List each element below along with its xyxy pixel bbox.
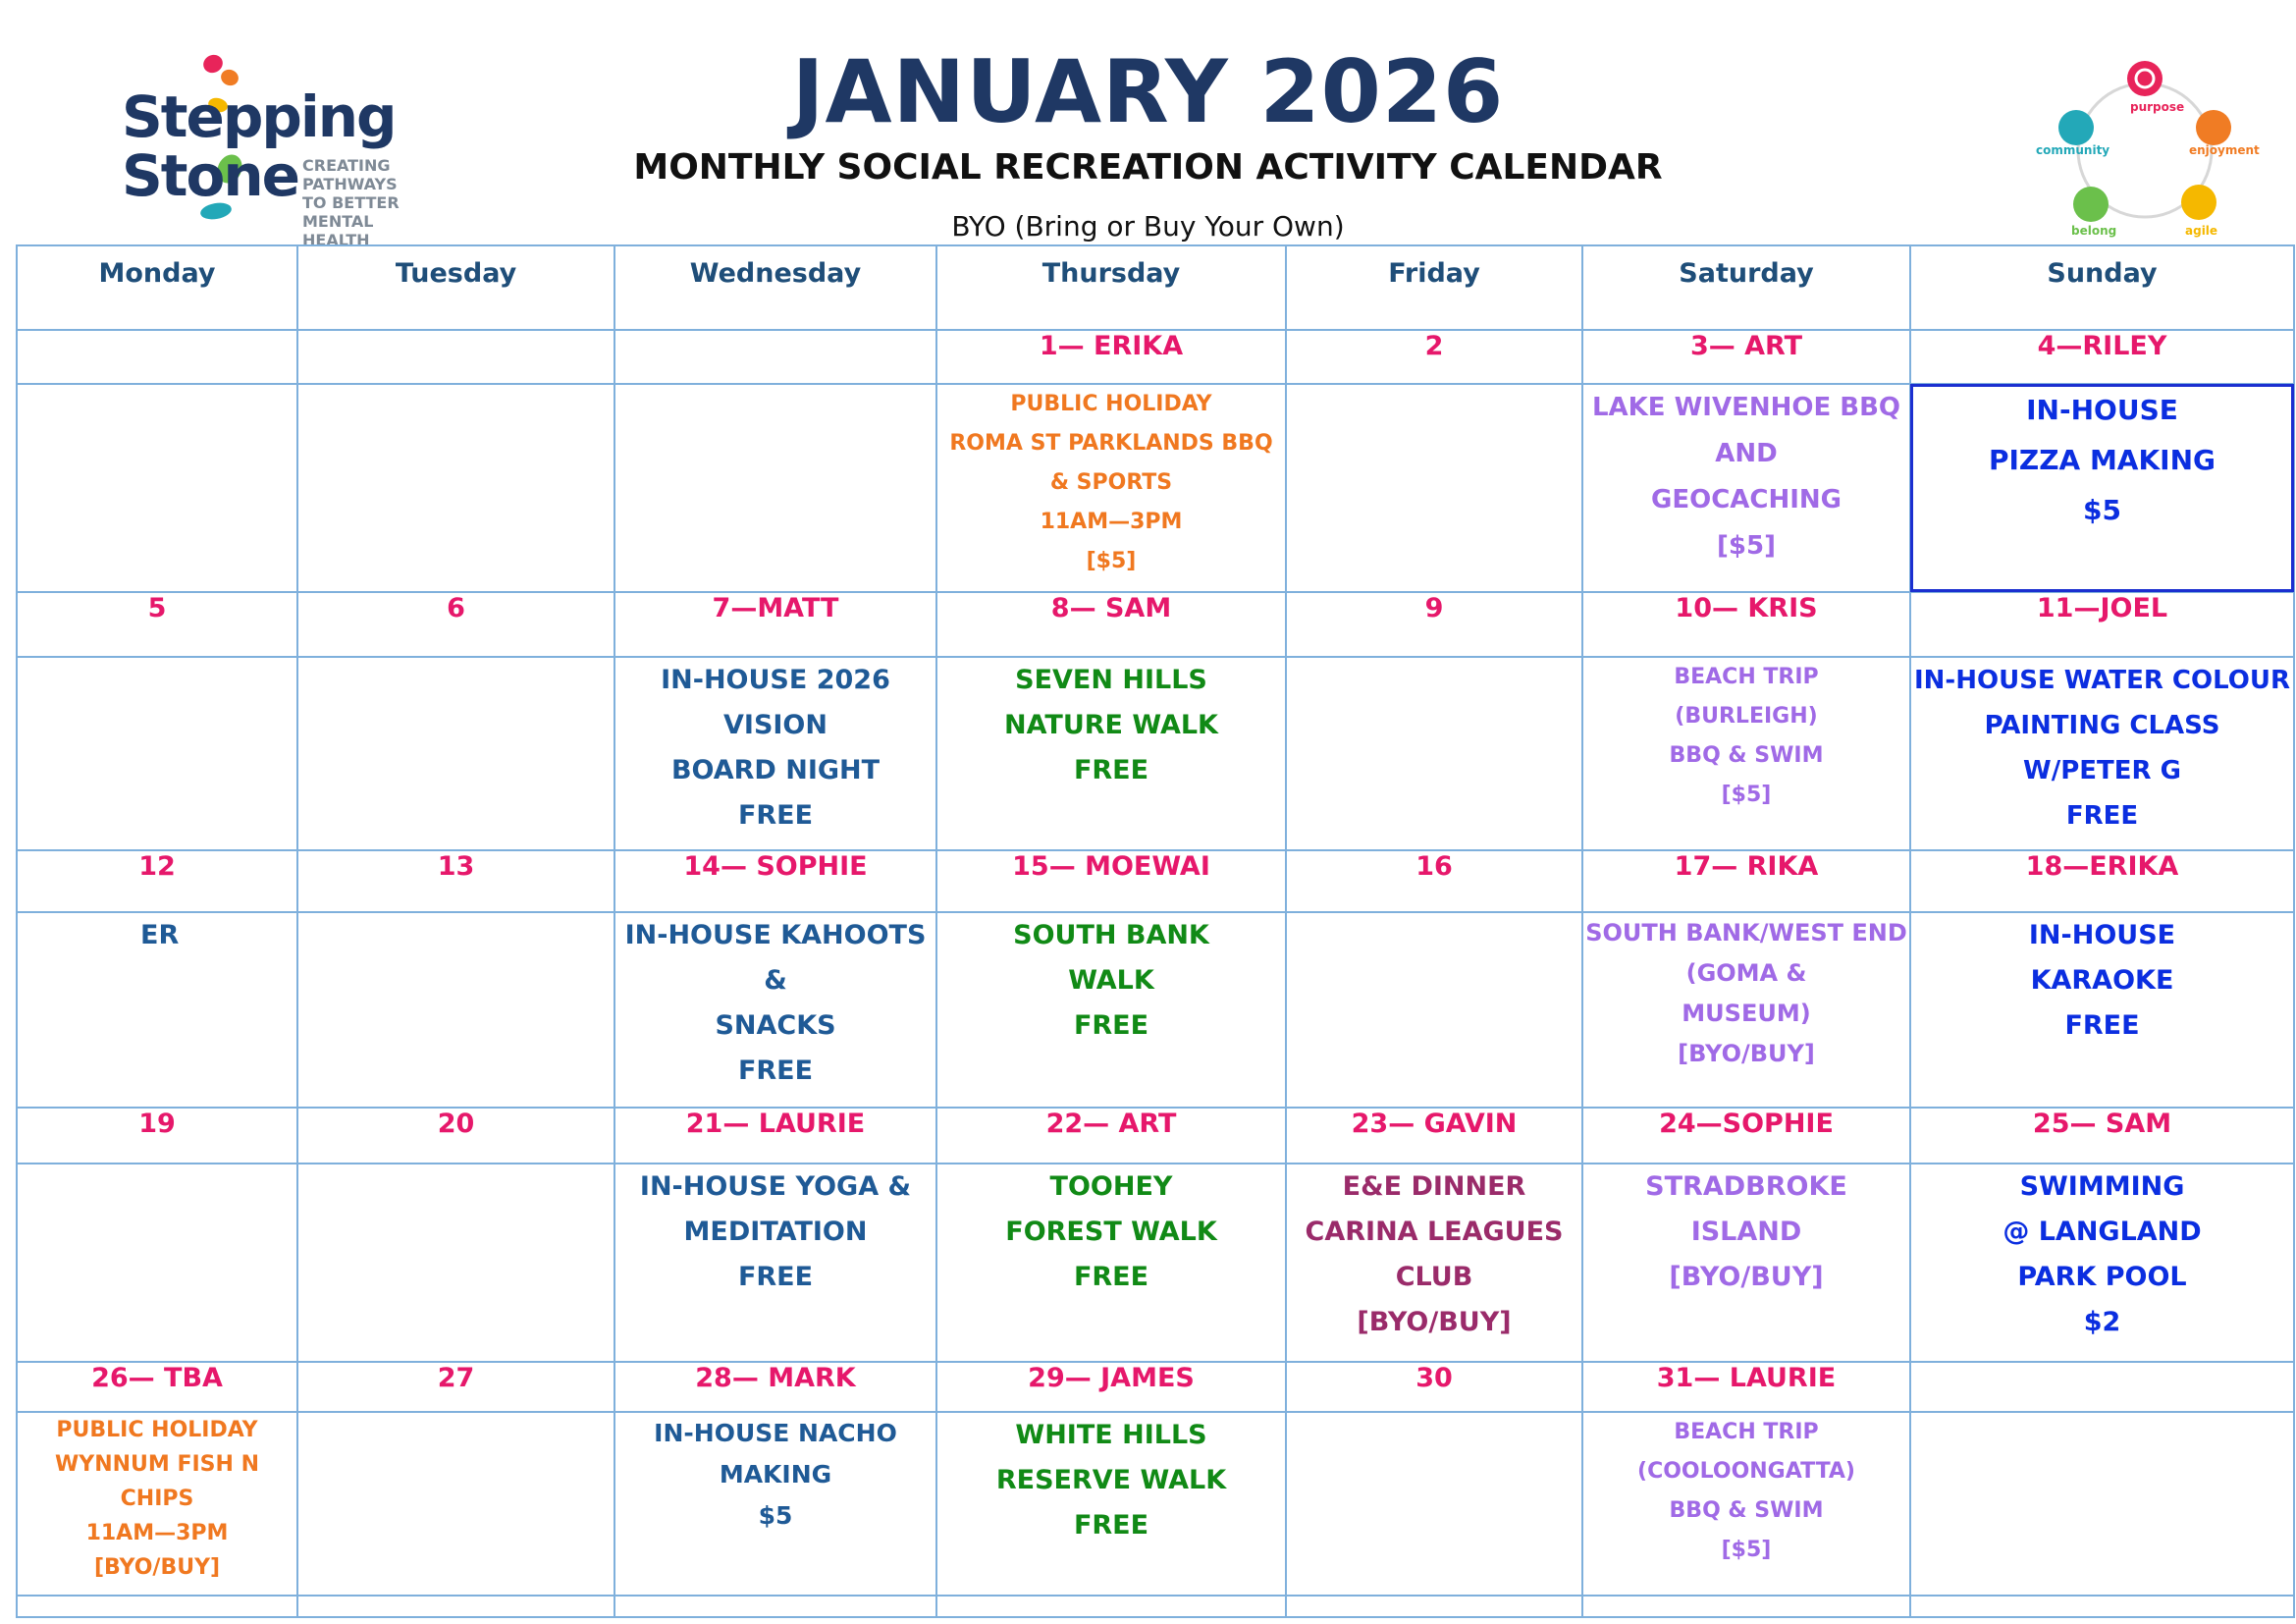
date-cell: 1— ERIKA	[936, 330, 1286, 384]
date-cell: 11—JOEL	[1910, 592, 2294, 657]
empty-cell	[614, 1596, 936, 1617]
date-cell: 4—RILEY	[1910, 330, 2294, 384]
date-cell: 6	[297, 592, 614, 657]
page-subtitle: MONTHLY SOCIAL RECREATION ACTIVITY CALENDAR	[633, 147, 1663, 188]
empty-cell	[1582, 1596, 1910, 1617]
weekday-monday: Monday	[17, 245, 297, 330]
event-line: CLUB	[1395, 1262, 1473, 1292]
event-cell	[1910, 912, 2294, 1108]
date-cell: 17— RIKA	[1582, 850, 1910, 912]
event-cell	[1910, 1412, 2294, 1596]
date-cell: 2	[1286, 330, 1582, 384]
event-line: & SPORTS	[1049, 470, 1173, 495]
date-cell: 16	[1286, 850, 1582, 912]
event-cell	[1582, 384, 1910, 592]
date-cell: 30	[1286, 1362, 1582, 1412]
event-cell	[614, 657, 936, 850]
event-line: SOUTH BANK/WEST END	[1585, 919, 1907, 947]
event-line: GEOCACHING	[1650, 485, 1842, 514]
event-cell	[936, 1164, 1286, 1362]
date-row	[17, 1108, 2294, 1164]
date-cell: 8— SAM	[936, 592, 1286, 657]
weekday-friday: Friday	[1286, 245, 1582, 330]
date-cell: 22— ART	[936, 1108, 1286, 1164]
event-row	[17, 912, 2294, 1108]
event-line: FREE	[737, 800, 814, 831]
event-line: FREE	[1073, 1010, 1149, 1041]
event-cell	[614, 912, 936, 1108]
event-line: [BYO/BUY]	[1678, 1040, 1815, 1067]
event-cell	[1582, 1412, 1910, 1596]
logo-tagline-line: PATHWAYS	[302, 175, 398, 193]
event-line: $2	[2083, 1307, 2121, 1337]
event-line: WYNNUM FISH N CHIPS	[55, 1452, 259, 1511]
event-cell	[1286, 384, 1582, 592]
date-cell: 18—ERIKA	[1910, 850, 2294, 912]
date-cell: 12	[17, 850, 297, 912]
event-cell	[17, 1164, 297, 1362]
event-line: FREE	[1073, 1510, 1149, 1541]
event-cell	[936, 384, 1286, 592]
event-line: [$5]	[1086, 549, 1137, 573]
date-cell	[614, 330, 936, 384]
event-line: NATURE WALK	[1004, 710, 1218, 740]
event-line: MUSEUM)	[1682, 1000, 1811, 1027]
date-cell: 24—SOPHIE	[1582, 1108, 1910, 1164]
date-row	[17, 850, 2294, 912]
event-line: [$5]	[1721, 783, 1772, 807]
event-cell	[297, 657, 614, 850]
weekday-thursday: Thursday	[936, 245, 1286, 330]
event-cell	[1582, 657, 1910, 850]
event-line: IN-HOUSE WATER COLOUR	[1914, 666, 2290, 695]
event-line: IN-HOUSE KAHOOTS &	[624, 920, 927, 996]
date-cell: 7—MATT	[614, 592, 936, 657]
empty-cell	[936, 1596, 1286, 1617]
date-cell	[17, 330, 297, 384]
event-line: TOOHEY	[1049, 1171, 1173, 1202]
empty-cell	[1286, 1596, 1582, 1617]
event-line: FREE	[1073, 1262, 1149, 1292]
event-line: ROMA ST PARKLANDS BBQ	[949, 431, 1273, 456]
event-line: WHITE HILLS	[1015, 1420, 1207, 1450]
event-cell	[936, 1412, 1286, 1596]
event-cell	[1286, 1412, 1582, 1596]
date-cell: 26— TBA	[17, 1362, 297, 1412]
event-line: IN-HOUSE	[2028, 920, 2176, 950]
event-cell	[1286, 912, 1582, 1108]
weekday-tuesday: Tuesday	[297, 245, 614, 330]
date-row	[17, 592, 2294, 657]
event-cell	[1582, 1164, 1910, 1362]
logo-tagline-line: CREATING	[302, 156, 391, 175]
date-cell: 3— ART	[1582, 330, 1910, 384]
event-line: LAKE WIVENHOE BBQ	[1591, 393, 1901, 422]
logo-word-1: Stepping	[122, 83, 396, 150]
event-cell	[1910, 384, 2294, 592]
event-cell	[1286, 1164, 1582, 1362]
community-label: community	[2036, 143, 2110, 157]
event-line: FREE	[2065, 801, 2139, 831]
agile-label: agile	[2185, 224, 2218, 238]
event-line: PIZZA MAKING	[1988, 444, 2216, 476]
event-line: FREE	[737, 1056, 814, 1086]
event-cell	[936, 912, 1286, 1108]
event-line: (GOMA &	[1685, 959, 1807, 987]
event-line: SNACKS	[715, 1010, 836, 1041]
event-line: (COOLOONGATTA)	[1637, 1459, 1855, 1484]
belong-label: belong	[2071, 224, 2117, 238]
event-line: PARK POOL	[2017, 1262, 2187, 1292]
logo-tagline-line: HEALTH	[302, 231, 370, 249]
event-line: BOARD NIGHT	[670, 755, 881, 785]
event-line: MAKING	[719, 1460, 832, 1489]
event-line: $5	[2083, 494, 2121, 526]
event-line: [BYO/BUY]	[93, 1555, 221, 1580]
date-cell: 21— LAURIE	[614, 1108, 936, 1164]
event-line: 11AM—3PM	[1040, 510, 1183, 534]
empty-cell	[297, 1596, 614, 1617]
event-cell	[614, 1164, 936, 1362]
event-cell	[1910, 1164, 2294, 1362]
purpose-label: purpose	[2130, 100, 2185, 114]
empty-cell	[1910, 1596, 2294, 1617]
event-row	[17, 1412, 2294, 1596]
event-line: FREE	[737, 1262, 814, 1292]
date-cell: 13	[297, 850, 614, 912]
weekday-saturday: Saturday	[1582, 245, 1910, 330]
event-cell	[1910, 657, 2294, 850]
event-cell	[17, 1412, 297, 1596]
event-cell	[297, 912, 614, 1108]
event-cell	[297, 384, 614, 592]
logo-word-2: Stone	[122, 142, 298, 209]
event-line: MEDITATION	[683, 1217, 868, 1247]
event-cell	[17, 657, 297, 850]
event-line: PAINTING CLASS	[1984, 711, 2220, 740]
date-cell: 28— MARK	[614, 1362, 936, 1412]
logo-tagline-line: TO BETTER	[302, 193, 400, 212]
event-cell	[297, 1164, 614, 1362]
date-cell: 20	[297, 1108, 614, 1164]
date-cell: 23— GAVIN	[1286, 1108, 1582, 1164]
date-row	[17, 330, 2294, 384]
event-cell	[297, 1412, 614, 1596]
event-line: AND	[1715, 439, 1778, 468]
date-cell: 29— JAMES	[936, 1362, 1286, 1412]
weekday-header-row	[17, 245, 2294, 330]
event-line: W/PETER G	[2023, 756, 2181, 785]
event-line: SWIMMING	[2019, 1171, 2185, 1202]
calendar-grid	[16, 244, 2295, 1618]
event-line: IN-HOUSE NACHO	[654, 1419, 897, 1447]
event-line: PUBLIC HOLIDAY	[1010, 392, 1212, 416]
event-line: BEACH TRIP	[1674, 665, 1819, 689]
event-row	[17, 1164, 2294, 1362]
event-line: (BURLEIGH)	[1675, 704, 1818, 729]
event-line: WALK	[1068, 965, 1154, 996]
date-cell: 27	[297, 1362, 614, 1412]
date-cell: 14— SOPHIE	[614, 850, 936, 912]
date-cell: 15— MOEWAI	[936, 850, 1286, 912]
event-line: PUBLIC HOLIDAY	[56, 1418, 258, 1442]
event-row	[17, 657, 2294, 850]
event-line: [BYO/BUY]	[1669, 1262, 1824, 1292]
event-line: 11AM—3PM	[85, 1521, 229, 1545]
event-line: SEVEN HILLS	[1015, 665, 1207, 695]
event-line: BEACH TRIP	[1674, 1420, 1819, 1444]
empty-cell	[17, 1596, 297, 1617]
event-line: CARINA LEAGUES	[1305, 1217, 1564, 1247]
event-line: @ LANGLAND	[2002, 1217, 2202, 1247]
values-wheel-logo	[2032, 57, 2258, 244]
date-cell: 19	[17, 1108, 297, 1164]
event-line: E&E DINNER	[1342, 1171, 1526, 1202]
event-line: FREE	[1073, 755, 1149, 785]
weekday-wednesday: Wednesday	[614, 245, 936, 330]
event-line: KARAOKE	[2030, 965, 2174, 996]
event-line: BBQ & SWIM	[1669, 743, 1824, 768]
logo-tagline-line: MENTAL	[302, 212, 374, 231]
event-line: ISLAND	[1690, 1217, 1802, 1247]
event-line: $5	[758, 1501, 793, 1530]
event-cell	[1582, 912, 1910, 1108]
byo-note: BYO (Bring or Buy Your Own)	[951, 210, 1345, 243]
date-cell: 9	[1286, 592, 1582, 657]
event-line: FREE	[2064, 1010, 2140, 1041]
event-line: STRADBROKE	[1645, 1171, 1847, 1202]
event-line: BBQ & SWIM	[1669, 1498, 1824, 1523]
date-cell	[297, 330, 614, 384]
calendar-header	[0, 0, 2296, 249]
enjoyment-label: enjoyment	[2189, 143, 2260, 157]
date-cell	[1910, 1362, 2294, 1412]
event-line: [$5]	[1721, 1538, 1772, 1562]
event-line: [$5]	[1717, 531, 1776, 561]
event-cell	[17, 384, 297, 592]
date-cell: 5	[17, 592, 297, 657]
date-cell: 31— LAURIE	[1582, 1362, 1910, 1412]
event-cell	[614, 1412, 936, 1596]
date-cell: 10— KRIS	[1582, 592, 1910, 657]
trailing-row	[17, 1596, 2294, 1617]
event-row	[17, 384, 2294, 592]
event-line: RESERVE WALK	[995, 1465, 1227, 1495]
date-row	[17, 1362, 2294, 1412]
event-line: [BYO/BUY]	[1357, 1307, 1512, 1337]
event-line: IN-HOUSE 2026 VISION	[661, 665, 890, 740]
date-cell: 25— SAM	[1910, 1108, 2294, 1164]
page-title: JANUARY 2026	[791, 41, 1505, 142]
weekday-sunday: Sunday	[1910, 245, 2294, 330]
event-line: FOREST WALK	[1005, 1217, 1217, 1247]
event-line: IN-HOUSE YOGA &	[639, 1171, 912, 1202]
event-line: SOUTH BANK	[1013, 920, 1209, 950]
event-cell	[1286, 657, 1582, 850]
event-line: ER	[140, 920, 180, 950]
event-cell	[614, 384, 936, 592]
event-cell	[936, 657, 1286, 850]
event-cell	[17, 912, 297, 1108]
event-line: IN-HOUSE	[2026, 394, 2178, 426]
